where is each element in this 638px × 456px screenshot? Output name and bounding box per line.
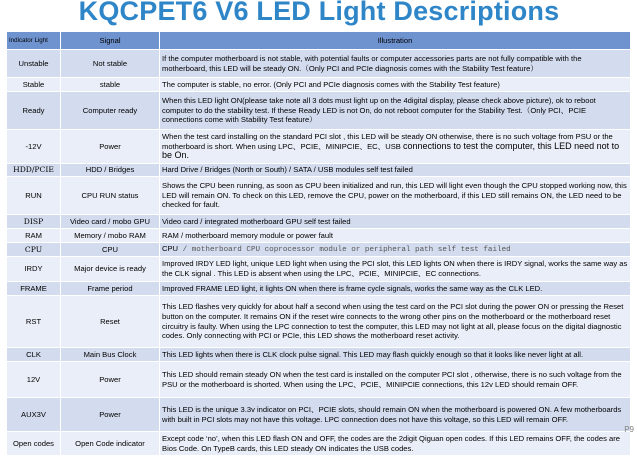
indicator-cell: -12V	[7, 130, 61, 164]
indicator-cell: AUX3V	[7, 398, 61, 432]
led-description-table	[6, 31, 631, 456]
illustration-cell: Improved FRAME LED light, it lights ON when there is frame cycle signals, works the same way as the CLK LED.	[160, 282, 631, 296]
illustration-cell	[160, 130, 631, 164]
table-row	[7, 348, 631, 362]
illustration-cell: Except code ‘no’, when this LED flash ON and OFF, the codes are the 2digit Qiguan open codes. If this LED remains OFF, the codes are Bios Code. On TypeB cards, this LED steady ON indicates the USB codes.	[160, 432, 631, 456]
indicator-cell: RUN	[7, 177, 61, 215]
table-header-row	[7, 32, 631, 50]
signal-cell: Computer ready	[61, 92, 160, 130]
illustration-cell: Video card / integrated motherboard GPU self test failed	[160, 215, 631, 229]
illustration-text: When the test card installing on the standard PCI slot , this LED will be steady ON otherwise, there is no such voltage from PSU or the motherboard is short. When using LPC、PCIE、MINIPCIE、EC、USB	[162, 132, 613, 151]
table-row	[7, 243, 631, 257]
indicator-cell: FRAME	[7, 282, 61, 296]
indicator-cell: Unstable	[7, 50, 61, 78]
table-row	[7, 130, 631, 164]
header-signal: Signal	[61, 32, 160, 50]
indicator-cell: CLK	[7, 348, 61, 362]
table-row	[7, 398, 631, 432]
signal-cell: Major device is ready	[61, 257, 160, 282]
signal-cell: Power	[61, 130, 160, 164]
indicator-cell: DISP	[7, 215, 61, 229]
signal-cell: stable	[61, 78, 160, 92]
table-row	[7, 177, 631, 215]
signal-cell: CPU RUN status	[61, 177, 160, 215]
signal-cell: Memory / mobo RAM	[61, 229, 160, 243]
indicator-cell: RAM	[7, 229, 61, 243]
signal-cell: Reset	[61, 296, 160, 348]
illustration-cell: If the computer motherboard is not stable, with potential faults or computer accessories parts are not fully compatible with the motherboard, this LED will be steady ON.（Only PCI and PCIe diagnosis comes with the Stability Test feature）	[160, 50, 631, 78]
illustration-cell: This LED flashes very quickly for about half a second when using the test card on the PCI slot during the power ON or pressing the Reset button on the computer. It remains ON if the reset wire connects to the wrong other pins on the motherboard or the motherboard reset circuitry is faulty. When using the LPC connection to test the computer, this LED may not light at all, please focus on the digital diagnostic codes. Only connecting with PCI or PCIe, this LED shows the motherboard reset activity.	[160, 296, 631, 348]
table-row	[7, 296, 631, 348]
signal-cell: HDD / Bridges	[61, 164, 160, 177]
indicator-cell: Stable	[7, 78, 61, 92]
illustration-text-mono: / motherboard CPU coprocessor module or peripheral path self test failed	[178, 245, 511, 254]
illustration-cell: This LED lights when there is CLK clock pulse signal. This LED may flash quickly enough so that it looks like never light at all.	[160, 348, 631, 362]
signal-cell: Power	[61, 362, 160, 398]
table-row	[7, 229, 631, 243]
table-row	[7, 282, 631, 296]
table-row	[7, 215, 631, 229]
illustration-cell: This LED is the unique 3.3v indicator on PCI、PCIE slots, should remain ON when the motherboard is powered ON. A few motherboards with built in PCI slots may not have this voltage. LPC connection does not have this voltage, so this LED will remain OFF.	[160, 398, 631, 432]
signal-cell: Power	[61, 398, 160, 432]
table-row	[7, 164, 631, 177]
indicator-cell: RST	[7, 296, 61, 348]
table-row	[7, 78, 631, 92]
table-row	[7, 362, 631, 398]
indicator-cell: Ready	[7, 92, 61, 130]
illustration-text-large: connections to test the computer, this LED need not to be On.	[162, 140, 620, 161]
indicator-cell: HDD/PCIE	[7, 164, 61, 177]
page-title: KQCPET6 V6 LED Light Descriptions	[78, 0, 560, 26]
table-row	[7, 92, 631, 130]
signal-cell: Main Bus Clock	[61, 348, 160, 362]
indicator-cell: CPU	[7, 243, 61, 257]
signal-cell: CPU	[61, 243, 160, 257]
illustration-cell: Hard Drive / Bridges (North or South) / SATA / USB modules self test failed	[160, 164, 631, 177]
illustration-text: CPU	[162, 243, 179, 253]
illustration-cell: The computer is stable, no error. (Only PCI and PCIe diagnosis comes with the Stability Test feature)	[160, 78, 631, 92]
table-row	[7, 50, 631, 78]
header-illustration: Illustration	[160, 32, 631, 50]
illustration-cell: RAM / motherboard memory module or power fault	[160, 229, 631, 243]
signal-cell: Video card / mobo GPU	[61, 215, 160, 229]
header-indicator-light: Indicator Light	[7, 32, 61, 50]
indicator-cell: 12V	[7, 362, 61, 398]
table-row	[7, 257, 631, 282]
table-row	[7, 432, 631, 456]
signal-cell: Open Code indicator	[61, 432, 160, 456]
illustration-cell: Shows the CPU been running, as soon as CPU been initialized and run, this LED will light even though the CPU stopped working now, this LED will remain ON. To check on this LED, remove the CPU, power on the motherboard, if this LED still remains ON, the LED need to be checked for fault.	[160, 177, 631, 215]
illustration-cell: This LED should remain steady ON when the test card is installed on the computer PCI slot , otherwise, there is no such voltage from the PSU or the motherboard is shorted. When using the LPC、PCIE、MINIPCIE connections, this 12v LED should remain OFF.	[160, 362, 631, 398]
signal-cell: Not stable	[61, 50, 160, 78]
signal-cell: Frame period	[61, 282, 160, 296]
illustration-cell: Improved IRDY LED light, unique LED light when using the PCI slot, this LED lights ON when there is IRDY signal, works the same way as the CLK signal . This LED is absent when using the LPC、PCIE、MINIPCIE、EC connections.	[160, 257, 631, 282]
illustration-cell: When this LED light ON(please take note all 3 dots must light up on the 4digital display, please check above picture), ok to reboot computer to do the stability test. If these Ready LED is not On, do not reboot computer for the Stability Test.（Only PCI、PCIE connections come with Stability Test feature）	[160, 92, 631, 130]
illustration-cell	[160, 243, 631, 257]
indicator-cell: Open codes	[7, 432, 61, 456]
page-number: P9	[624, 425, 634, 434]
indicator-cell: IRDY	[7, 257, 61, 282]
